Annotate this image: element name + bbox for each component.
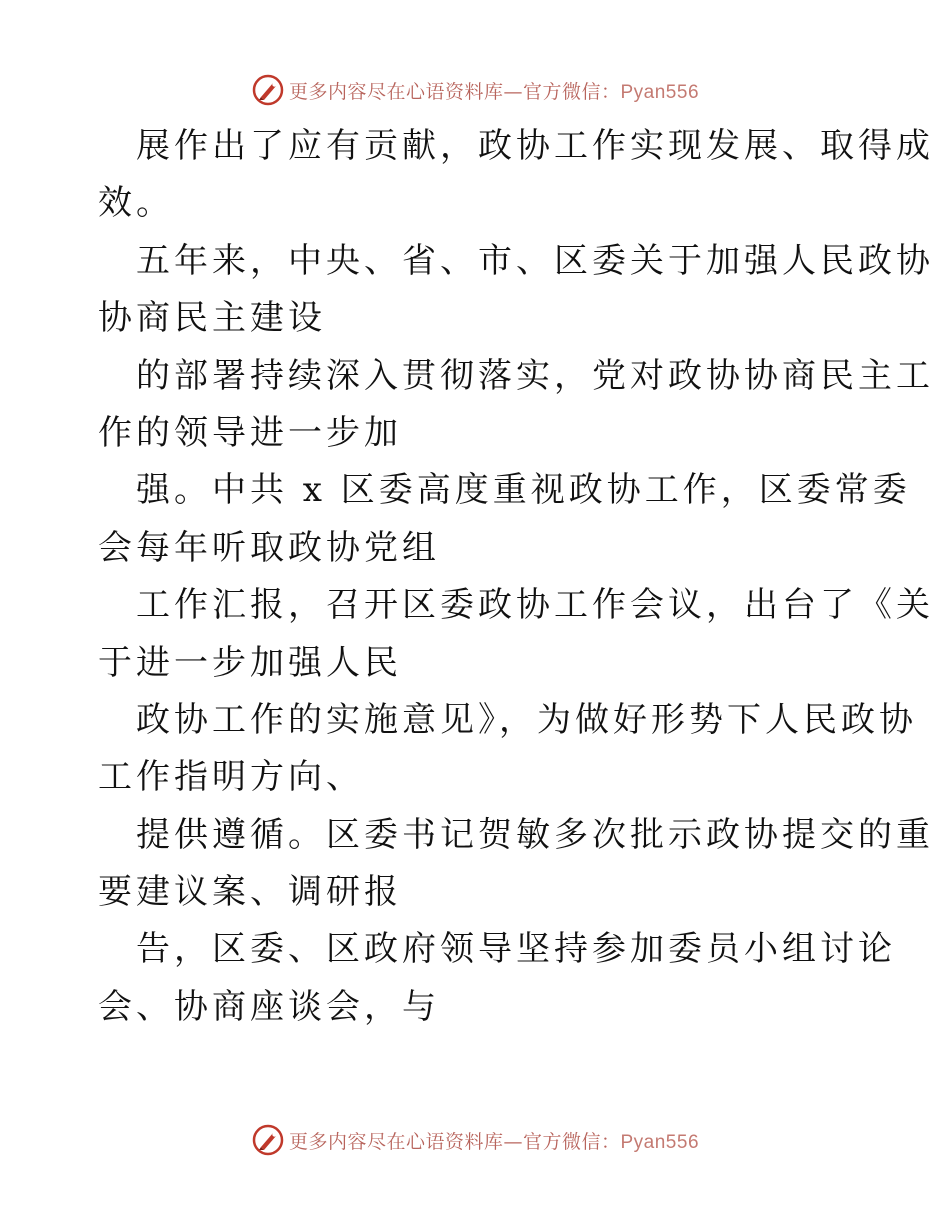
text-line: 会每年听取政协党组: [98, 527, 440, 568]
text-line: 告，区委、区政府领导坚持参加委员小组讨论: [136, 929, 896, 970]
text-line: 五年来，中央、省、市、区委关于加强人民政协: [136, 240, 934, 281]
header-banner: [0, 70, 950, 110]
text-line: 工作汇报，召开区委政协工作会议，出台了《关: [136, 585, 934, 626]
pen-nib-logo-icon: [251, 1123, 285, 1157]
text-line: 效。: [98, 183, 174, 224]
pen-nib-logo-icon: [251, 73, 285, 107]
header-banner-text: 更多内容尽在心语资料库—官方微信：Pyan556: [288, 80, 700, 103]
text-line: 强。中共 x 区委高度重视政协工作，区委常委: [136, 470, 911, 511]
text-line: 提供遵循。区委书记贺敏多次批示政协提交的重: [136, 814, 934, 855]
text-line: 展作出了应有贡献，政协工作实现发展、取得成: [136, 126, 934, 166]
footer-banner-handle: Pyan556: [620, 1131, 700, 1153]
footer-banner-text: 更多内容尽在心语资料库—官方微信：Pyan556: [288, 1130, 700, 1153]
footer-banner: [0, 1120, 950, 1160]
header-banner-handle: Pyan556: [620, 81, 700, 103]
text-line: 作的领导进一步加: [98, 412, 402, 453]
text-line: 协商民主建设: [98, 298, 326, 339]
text-line: 会、协商座谈会，与: [98, 986, 440, 1027]
text-line: 政协工作的实施意见》，为做好形势下人民政协: [136, 699, 917, 740]
text-line: 于进一步加强人民: [98, 642, 402, 683]
document-body: [98, 118, 934, 1036]
text-line: 要建议案、调研报: [98, 872, 402, 913]
text-line: 工作指明方向、: [98, 757, 364, 798]
text-line: 的部署持续深入贯彻落实，党对政协协商民主工: [136, 355, 934, 396]
